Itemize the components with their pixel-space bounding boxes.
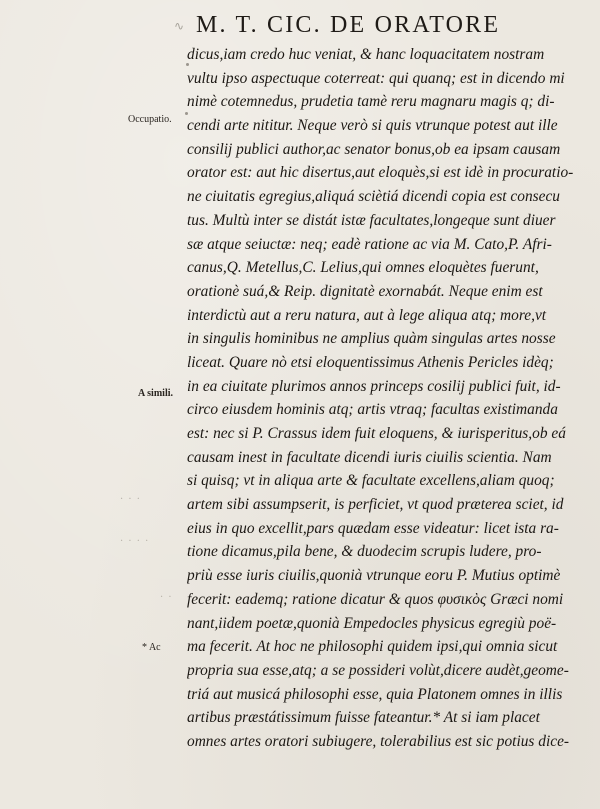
- text-line: triá aut musicá philosophi esse, quia Platonem omnes in illis: [187, 685, 563, 703]
- text-line: fecerit: eademq; ratione dicatur & quos φυσικὸς Græci nomi: [187, 590, 564, 608]
- text-line: tione dicamus,pila bene, & duodecim scrupis ludere, pro-: [187, 543, 542, 561]
- text-line: omnes artes oratori subiugere, tolerabilius est sic potius dice-: [187, 732, 570, 750]
- text-line: liceat. Quare nò etsi eloquentissimus Athenis Pericles idèq;: [187, 353, 554, 371]
- faint-bleed-through-mark: · · · ·: [120, 536, 150, 547]
- faint-bleed-through-mark: · · ·: [120, 494, 141, 505]
- text-line: priù esse iuris ciuilis,quonià vtrunque eoru P. Mutius optimè: [187, 567, 561, 585]
- margin-note-a-simili: A simili.: [138, 388, 174, 399]
- text-line: nimè cotemnedus, prudetia tamè reru magnaru magis q; di-: [187, 93, 555, 111]
- text-line: eius in quo excellit,pars quædam esse videatur: licet ista ra-: [187, 519, 559, 537]
- text-line: ma fecerit. At hoc ne philosophi quidem ipsi,qui omnia sicut: [187, 638, 558, 656]
- body-text: [187, 43, 575, 754]
- text-line: propria sua esse,atq; a se possideri volùt,dicere audèt,geome-: [187, 661, 569, 679]
- text-line: interdictù aut a reru natura, aut à lege aliqua atq; more,vt: [187, 306, 547, 324]
- text-line: vultu ipso aspectuque coterreat: qui quanq; est in dicendo mi: [187, 69, 565, 87]
- text-line: dicus,iam credo huc veniat, & hanc loquacitatem nostram: [187, 46, 545, 63]
- text-line: est: nec si P. Crassus idem fuit eloquens, & iurisperitus,ob eá: [187, 425, 566, 442]
- text-line: artem sibi assumpserit, is perficiet, vt quod præterea sciet, id: [187, 496, 564, 514]
- faint-bleed-through-mark: · ·: [160, 592, 173, 603]
- text-line: cendi arte nititur. Neque verò si quis vtrunque potest aut ille: [187, 117, 558, 135]
- text-line: tus. Multù inter se distát istæ facultates,longeque sunt diuer: [187, 211, 556, 229]
- text-line: artibus præstátissimum fuisse fateantur.* At si iam placet: [187, 709, 540, 727]
- margin-note-ac: * Ac: [142, 642, 161, 653]
- text-line: sæ atque seiuctæ: neq; eadè ratione ac via M. Cato,P. Afri-: [187, 235, 552, 253]
- text-line: nant,iidem poetæ,quonià Empedocles physicus egregiù poë-: [187, 614, 557, 632]
- text-line: in singulis hominibus ne amplius quàm singulas artes nosse: [187, 330, 556, 348]
- text-line: causam inest in facultate dicendi iuris ciuilis scientia. Nam: [187, 448, 552, 466]
- text-line: consilij publici author,ac senator bonus,ob ea ipsam causam: [187, 140, 561, 158]
- running-head: M. T. CIC. DE ORATORE: [196, 12, 501, 38]
- text-line: si quisq; vt in aliqua arte & facultate excellens,aliam quoq;: [187, 472, 555, 490]
- text-line: orator est: aut hic disertus,aut eloquès,si est idè in procuratio-: [187, 164, 574, 182]
- text-line: in ea ciuitate plurimos annos princeps cosilij publici fuit, id-: [187, 377, 561, 395]
- text-line: circo eiusdem hominis atq; artis vtraq; facultas existimanda: [187, 401, 558, 419]
- header-ornament-mark: ∿: [174, 19, 185, 33]
- text-line: canus,Q. Metellus,C. Lelius,qui omnes eloquètes fuerunt,: [187, 259, 539, 277]
- text-line: orationè suá,& Reip. dignitatè exornabát. Neque enim est: [187, 282, 543, 300]
- text-line: ne ciuitatis egregius,aliquá sciètiá dicendi copia est consecu: [187, 188, 560, 206]
- margin-note-occupatio: Occupatio.: [128, 114, 172, 125]
